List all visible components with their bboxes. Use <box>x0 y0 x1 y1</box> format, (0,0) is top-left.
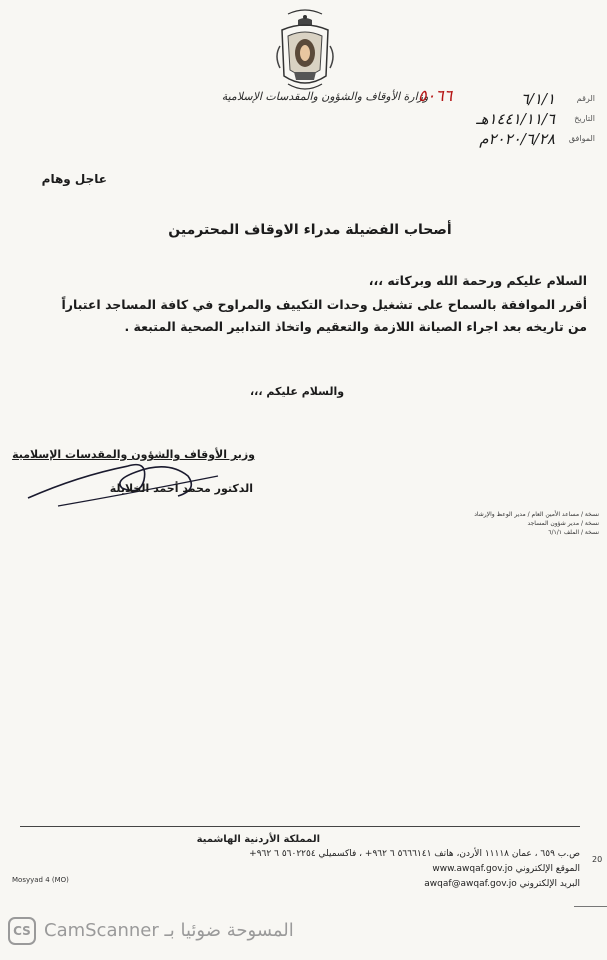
camscanner-logo-icon: CS <box>8 917 36 945</box>
letter-meta <box>405 90 595 150</box>
footer-website: الموقع الإلكتروني www.awqaf.gov.jo <box>432 864 580 874</box>
copy-item: نسخة / مدير شؤون المساجد <box>527 520 599 527</box>
footer-address: ص.ب ٦٥٩ ، عمان ١١١١٨ الأردن، هاتف ٥٦٦٦١٤١ ٦ ٩٦٢+ ، فاكسميلي ٥٦٠٢٢٥٤ ٦ ٩٦٢+ <box>249 849 580 859</box>
ministry-name: وزارة الأوقاف والشؤون والمقدسات الإسلامية <box>221 90 429 103</box>
copy-item: نسخة / الملف ٦/١/١ <box>548 529 599 536</box>
footer-kingdom: المملكة الأردنية الهاشمية <box>196 834 320 845</box>
footer-email: البريد الإلكتروني awqaf@awqaf.gov.jo <box>424 879 580 889</box>
letter-body <box>17 270 587 338</box>
meta-number-value: ٦/١/١ <box>520 90 555 108</box>
meta-number-label: الرقم <box>576 94 595 103</box>
meta-corresponding-value: ٢٠٢٠/٦/٢٨م <box>479 130 555 148</box>
meta-date-label: التاريخ <box>574 114 595 123</box>
jordan-coat-of-arms-icon <box>270 6 340 98</box>
copy-item: نسخة / مساعد الأمين العام / مدير الوعظ والإرشاد <box>474 511 599 518</box>
camscanner-watermark <box>0 913 607 953</box>
body-line-2: من تاريخه بعد اجراء الصيانة اللازمة والتعقيم واتخاذ التدابير الصحية المتبعة . <box>124 319 587 334</box>
form-code: Mosyyad 4 (MO) <box>12 876 69 884</box>
footer-divider <box>20 826 580 827</box>
body-line-1: أقرر الموافقة بالسماح على تشغيل وحدات التكييف والمراوح في كافة المساجد اعتباراً <box>61 297 587 312</box>
meta-corresponding-label: الموافق <box>568 134 595 143</box>
urgency-label: عاجل وهام <box>41 172 107 186</box>
letterhead-footer <box>60 832 580 892</box>
meta-date-row <box>405 110 595 130</box>
meta-corresponding-row <box>405 130 595 150</box>
scan-edge-line <box>574 906 607 907</box>
signer-name: الدكتور محمد أحمد الخلايلة <box>109 482 253 495</box>
meta-number-row <box>405 90 595 110</box>
closing: والسلام عليكم ،،، <box>250 385 345 398</box>
copies-list <box>474 510 599 537</box>
reference-number: ٥٠٦٦ <box>418 86 453 105</box>
meta-date-value: ١٤٤١/١١/٦هـ <box>476 110 555 128</box>
signer-title: وزير الأوقاف والشؤون والمقدسات الإسلامية <box>12 448 255 461</box>
recipients-heading: أصحاب الفضيلة مدراء الاوقاف المحترمين <box>168 222 452 238</box>
salutation: السلام عليكم ورحمة الله وبركاته ،،، <box>368 273 587 288</box>
side-number: 20 <box>592 855 603 864</box>
camscanner-text: المسوحة ضوئيا بـ CamScanner <box>44 920 294 941</box>
